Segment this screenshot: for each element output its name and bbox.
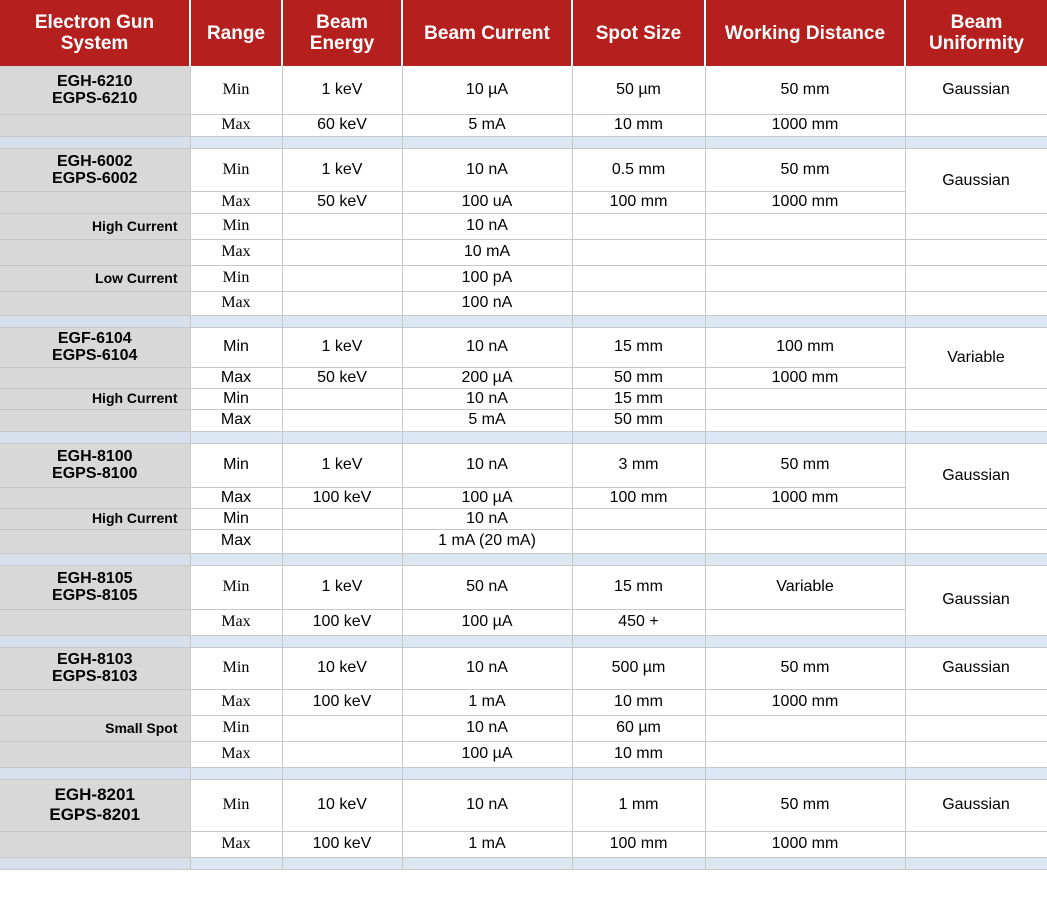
table-row [0,239,1047,265]
current-cell: 5 mA [402,409,572,431]
spot-cell: 1 mm [572,779,705,831]
range-cell: Min [190,388,282,409]
spot-cell [572,265,705,291]
current-cell: 200 µA [402,367,572,388]
section-separator [0,635,1047,647]
current-cell: 100 µA [402,487,572,508]
model-name: EGH-8105 [56,570,133,587]
energy-cell: 1 keV [282,148,402,191]
current-cell: 10 nA [402,327,572,367]
uniformity-cell [905,529,1047,553]
uniformity-cell: Gaussian [905,443,1047,508]
header-distance: Working Distance [705,0,905,66]
spot-cell: 3 mm [572,443,705,487]
range-cell: Max [190,529,282,553]
spot-cell [572,213,705,239]
distance-cell: 1000 mm [705,114,905,136]
section-separator [0,857,1047,869]
energy-cell: 100 keV [282,831,402,857]
table-row [0,715,1047,741]
model-cell [0,191,190,213]
spot-cell: 50 mm [572,409,705,431]
table-row [0,647,1047,689]
supply-name: EGPS-8103 [52,668,138,685]
supply-name: EGPS-8201 [49,805,141,824]
distance-cell [705,388,905,409]
range-cell: Min [190,508,282,529]
energy-cell [282,213,402,239]
current-cell: 100 µA [402,609,572,635]
distance-cell: 1000 mm [705,831,905,857]
uniformity-cell [905,741,1047,767]
model-cell [0,367,190,388]
current-cell: 1 mA [402,689,572,715]
current-cell: 10 nA [402,779,572,831]
energy-cell [282,388,402,409]
spot-cell: 15 mm [572,565,705,609]
model-cell [0,741,190,767]
table-row [0,367,1047,388]
table-row [0,689,1047,715]
current-cell: 100 pA [402,265,572,291]
model-cell [0,327,190,367]
table-row [0,388,1047,409]
energy-cell: 100 keV [282,609,402,635]
range-cell: Min [190,565,282,609]
spot-cell [572,508,705,529]
energy-cell: 1 keV [282,327,402,367]
header-range: Range [190,0,282,66]
spot-cell: 500 µm [572,647,705,689]
model-cell [0,409,190,431]
range-cell: Min [190,327,282,367]
supply-name: EGPS-6104 [52,347,138,364]
distance-cell [705,715,905,741]
uniformity-cell: Variable [905,327,1047,388]
energy-cell: 100 keV [282,689,402,715]
spot-cell: 100 mm [572,487,705,508]
model-name: EGH-8201 [54,785,135,804]
range-cell: Max [190,191,282,213]
model-cell [0,609,190,635]
range-cell: Max [190,409,282,431]
range-cell: Max [190,367,282,388]
current-cell: 1 mA [402,831,572,857]
model-name: EGH-6002 [56,152,133,170]
distance-cell: 1000 mm [705,367,905,388]
table-row [0,148,1047,191]
spot-cell: 10 mm [572,741,705,767]
range-cell: Max [190,239,282,265]
header-uniformity: Beam Uniformity [905,0,1047,66]
range-cell: Min [190,148,282,191]
model-cell [0,779,190,831]
table-row [0,741,1047,767]
spot-cell: 0.5 mm [572,148,705,191]
uniformity-cell: Gaussian [905,148,1047,213]
variant-label: Low Current [0,265,190,291]
range-cell: Max [190,609,282,635]
energy-cell [282,715,402,741]
section-separator [0,136,1047,148]
table-row [0,529,1047,553]
spot-cell: 450 + [572,609,705,635]
model-cell [0,148,190,191]
range-cell: Min [190,715,282,741]
model-cell [0,647,190,689]
model-cell [0,114,190,136]
header-system: Electron Gun System [0,0,190,66]
table-row [0,114,1047,136]
supply-name: EGPS-8100 [52,465,138,482]
range-cell: Min [190,66,282,114]
header-row [0,0,1047,66]
distance-cell [705,741,905,767]
current-cell: 10 µA [402,66,572,114]
distance-cell: 100 mm [705,327,905,367]
variant-label: Small Spot [0,715,190,741]
energy-cell [282,529,402,553]
supply-name: EGPS-6210 [52,89,138,107]
uniformity-cell [905,508,1047,529]
energy-cell [282,265,402,291]
table-row [0,213,1047,239]
model-cell [0,487,190,508]
uniformity-cell: Gaussian [905,565,1047,635]
header-spot: Spot Size [572,0,705,66]
variant-label: High Current [0,213,190,239]
table-row [0,508,1047,529]
table-row [0,409,1047,431]
energy-cell: 50 keV [282,367,402,388]
range-cell: Min [190,443,282,487]
table-row [0,487,1047,508]
current-cell: 100 uA [402,191,572,213]
uniformity-cell: Gaussian [905,66,1047,114]
model-cell [0,565,190,609]
range-cell: Max [190,114,282,136]
distance-cell [705,508,905,529]
energy-cell: 10 keV [282,647,402,689]
model-cell [0,831,190,857]
current-cell: 10 nA [402,715,572,741]
current-cell: 10 nA [402,388,572,409]
range-cell: Min [190,779,282,831]
current-cell: 10 nA [402,148,572,191]
model-cell [0,291,190,315]
spot-cell: 100 mm [572,831,705,857]
spot-cell: 50 µm [572,66,705,114]
uniformity-cell [905,409,1047,431]
model-cell [0,529,190,553]
range-cell: Min [190,265,282,291]
uniformity-cell: Gaussian [905,779,1047,831]
variant-label: High Current [0,388,190,409]
current-cell: 50 nA [402,565,572,609]
spot-cell: 10 mm [572,114,705,136]
model-name: EGH-6210 [56,72,133,90]
supply-name: EGPS-8105 [52,587,138,604]
uniformity-cell [905,388,1047,409]
table-row [0,265,1047,291]
table-row [0,327,1047,367]
distance-cell: 50 mm [705,443,905,487]
energy-cell: 1 keV [282,443,402,487]
range-cell: Max [190,831,282,857]
distance-cell [705,529,905,553]
table-row [0,831,1047,857]
section-separator [0,553,1047,565]
model-name: EGH-8100 [56,448,133,465]
spot-cell: 100 mm [572,191,705,213]
model-cell [0,66,190,114]
energy-cell: 60 keV [282,114,402,136]
range-cell: Max [190,741,282,767]
current-cell: 1 mA (20 mA) [402,529,572,553]
range-cell: Max [190,689,282,715]
energy-cell [282,291,402,315]
spot-cell: 15 mm [572,388,705,409]
distance-cell [705,291,905,315]
current-cell: 100 µA [402,741,572,767]
distance-cell [705,609,905,635]
energy-cell: 100 keV [282,487,402,508]
current-cell: 100 nA [402,291,572,315]
variant-label: High Current [0,508,190,529]
distance-cell: 50 mm [705,66,905,114]
uniformity-cell [905,213,1047,239]
range-cell: Min [190,213,282,239]
table-row [0,779,1047,831]
spot-cell: 50 mm [572,367,705,388]
uniformity-cell [905,831,1047,857]
section-separator [0,767,1047,779]
distance-cell: Variable [705,565,905,609]
energy-cell: 10 keV [282,779,402,831]
range-cell: Min [190,647,282,689]
section-separator [0,431,1047,443]
energy-cell: 50 keV [282,191,402,213]
spot-cell [572,291,705,315]
current-cell: 10 nA [402,647,572,689]
section-separator [0,315,1047,327]
uniformity-cell [905,689,1047,715]
table-row [0,66,1047,114]
distance-cell: 50 mm [705,148,905,191]
supply-name: EGPS-6002 [52,169,138,187]
distance-cell [705,213,905,239]
table-row [0,191,1047,213]
model-cell [0,443,190,487]
energy-cell: 1 keV [282,66,402,114]
spot-cell: 60 µm [572,715,705,741]
current-cell: 5 mA [402,114,572,136]
distance-cell: 1000 mm [705,689,905,715]
distance-cell [705,409,905,431]
model-name: EGH-8103 [56,651,133,668]
table-row [0,565,1047,609]
range-cell: Max [190,487,282,508]
spot-cell: 10 mm [572,689,705,715]
current-cell: 10 nA [402,508,572,529]
header-current: Beam Current [402,0,572,66]
distance-cell: 50 mm [705,779,905,831]
uniformity-cell [905,265,1047,291]
spot-cell [572,239,705,265]
energy-cell [282,239,402,265]
uniformity-cell: Gaussian [905,647,1047,689]
table-row [0,443,1047,487]
distance-cell: 1000 mm [705,487,905,508]
header-energy: Beam Energy [282,0,402,66]
uniformity-cell [905,239,1047,265]
table-row [0,291,1047,315]
distance-cell [705,239,905,265]
uniformity-cell [905,291,1047,315]
current-cell: 10 nA [402,443,572,487]
distance-cell: 1000 mm [705,191,905,213]
uniformity-cell [905,715,1047,741]
distance-cell: 50 mm [705,647,905,689]
current-cell: 10 mA [402,239,572,265]
energy-cell [282,508,402,529]
model-name: EGF-6104 [57,330,132,347]
range-cell: Max [190,291,282,315]
energy-cell: 1 keV [282,565,402,609]
distance-cell [705,265,905,291]
spot-cell [572,529,705,553]
uniformity-cell [905,114,1047,136]
model-cell [0,239,190,265]
current-cell: 10 nA [402,213,572,239]
energy-cell [282,741,402,767]
spot-cell: 15 mm [572,327,705,367]
model-cell [0,689,190,715]
table-row [0,609,1047,635]
energy-cell [282,409,402,431]
